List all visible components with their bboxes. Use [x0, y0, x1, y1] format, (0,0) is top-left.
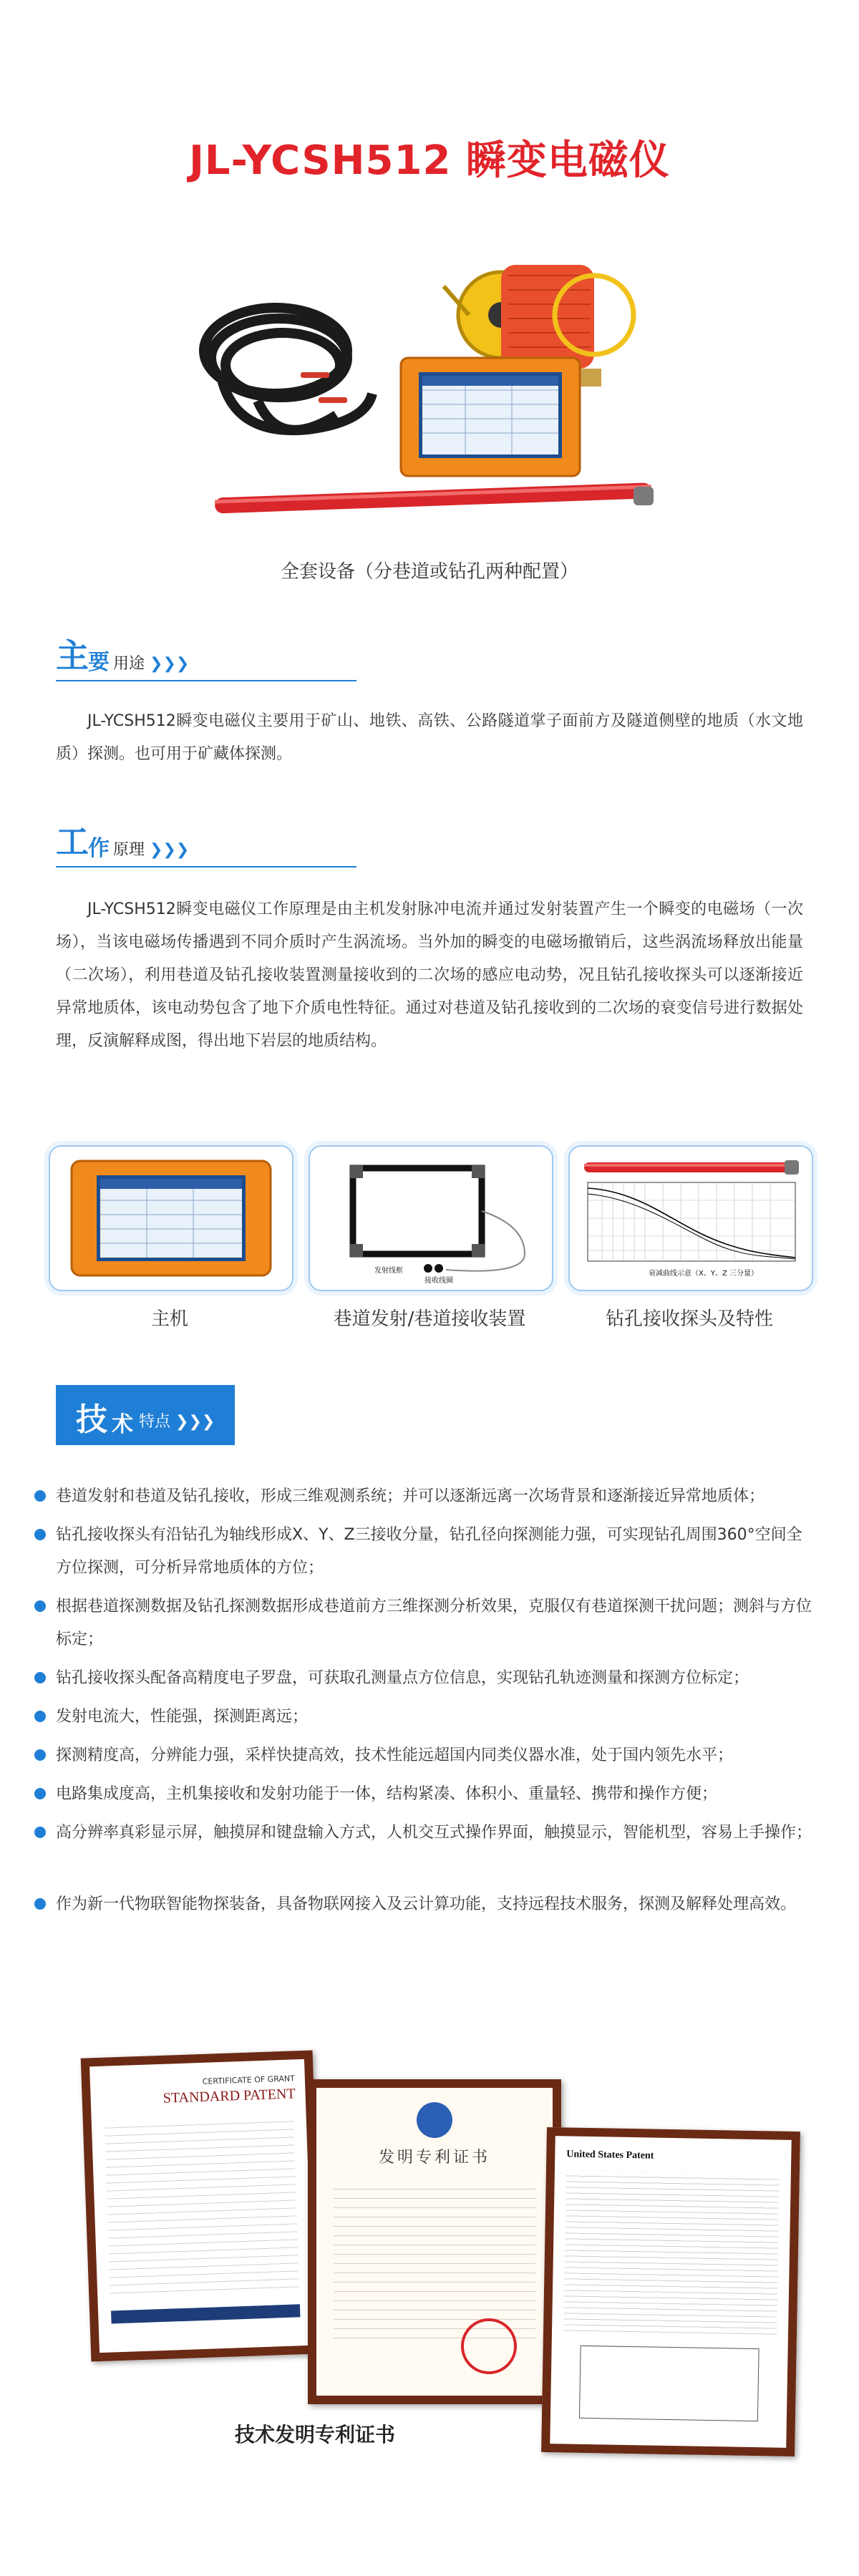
- cert-us-title: United States Patent: [566, 2149, 654, 2162]
- feature-item: 电路集成度高，主机集接收和发射功能于一体，结构紧凑、体积小、重量轻、携带和操作方便；: [56, 1778, 815, 1811]
- cert-us-body: [563, 2170, 780, 2338]
- feature-item: 作为新一代物联智能物探装备，具备物联网接入及云计算功能，支持远程技术服务，探测及解释处理高效。: [56, 1888, 815, 1921]
- purpose-text: JL-YCSH512瞬变电磁仪主要用于矿山、地铁、高铁、公路隧道掌子面前方及隧道侧壁的地质（水文地质）探测。也可用于矿藏体探测。: [56, 712, 803, 763]
- certificate-au: [81, 2050, 324, 2361]
- certificate-us: [541, 2127, 800, 2456]
- page-title: JL-YCSH512 瞬变电磁仪: [189, 137, 670, 184]
- feature-item: 根据巷道探测数据及钻孔探测数据形成巷道前方三维探测分析效果，克服仅有巷道探测干扰问题；测斜与方位标定；: [56, 1590, 815, 1656]
- section-char-1: 技: [76, 1401, 107, 1438]
- gallery-label-roadway: 巷道发射/巷道接收装置: [333, 1308, 526, 1330]
- section-label: 原理 ❯❯❯: [113, 841, 190, 859]
- section-char-2: 要: [88, 650, 110, 675]
- certificates-caption: 技术发明专利证书: [234, 2423, 395, 2446]
- product-hero-image: [193, 236, 666, 537]
- gallery-tile-probe: [568, 1145, 813, 1291]
- feature-item: 巷道发射和巷道及钻孔接收，形成三维观测系统；并可以逐渐远离一次场背景和逐渐接近异常地质体；: [56, 1480, 815, 1513]
- feature-item: 探测精度高，分辨能力强，采样快捷高效，技术性能远超国内同类仪器水准，处于国内领先水平；: [56, 1739, 815, 1772]
- section-underline: [56, 680, 356, 681]
- cert-cn-seal: [461, 2318, 517, 2374]
- cert-cn-emblem: [417, 2102, 452, 2138]
- section-label: 特点 ❯❯❯: [139, 1413, 215, 1431]
- cert-us-figure: [579, 2346, 759, 2421]
- section-char-1: 工: [56, 822, 89, 861]
- features-tag: [56, 1385, 235, 1445]
- cert-cn-title: 发明专利证书: [378, 2149, 490, 2167]
- section-char-2: 术: [112, 1412, 133, 1437]
- section-char-1: 主: [56, 636, 89, 675]
- section-char-2: 作: [88, 836, 110, 861]
- feature-item: 高分辨率真彩显示屏，触摸屏和键盘输入方式，人机交互式操作界面，触摸显示，智能机型，容易上手操作；: [56, 1817, 815, 1850]
- cert-au-title: STANDARD PATENT: [162, 2086, 296, 2106]
- section-header-principle: [56, 816, 356, 866]
- gallery-tile-roadway: [309, 1145, 553, 1291]
- cert-au-footer: [111, 2304, 300, 2323]
- hero-caption: 全套设备（分巷道或钻孔两种配置）: [280, 561, 578, 583]
- section-label: 用途 ❯❯❯: [113, 655, 190, 673]
- feature-item: 发射电流大，性能强，探测距离远；: [56, 1701, 815, 1734]
- feature-item: 钻孔接收探头配备高精度电子罗盘，可获取孔测量点方位信息，实现钻孔轨迹测量和探测方位标定；: [56, 1662, 815, 1695]
- gallery-label-host: 主机: [150, 1308, 188, 1330]
- chart-caption: 衰减曲线示意（X、Y、Z 三分量）: [649, 1270, 758, 1278]
- diagram-label-rx: 接收线圈: [424, 1277, 453, 1285]
- gallery-tile-host: [49, 1145, 293, 1291]
- certificate-cn: [308, 2079, 561, 2404]
- principle-text: JL-YCSH512瞬变电磁仪工作原理是由主机发射脉冲电流并通过发射装置产生一个瞬变的电磁场（一次场），当该电磁场传播遇到不同介质时产生涡流场。当外加的瞬变的电磁场撤销后，这些涡流场释放出能量（二次场），利用巷道及钻孔接收装置测量接收到的二次场的感应电动势，况且钻孔接收探头可以逐渐接近异常地质体，该电动势包含了地下介质电性特征。通过对巷道及钻孔接收到的二次场的衰变信号进行数据处理，反演解释成图，得出地下岩层的地质结构。: [56, 900, 803, 1050]
- feature-item: 钻孔接收探头有沿钻孔为轴线形成X、Y、Z三接收分量，钻孔径向探测能力强，可实现钻孔周围360°空间全方位探测，可分析异常地质体的方位；: [56, 1519, 815, 1585]
- gallery-label-probe: 钻孔接收探头及特性: [605, 1308, 773, 1330]
- cert-au-body: [105, 2114, 300, 2299]
- diagram-label-tx: 发射线框: [374, 1267, 403, 1275]
- cert-cn-body: [334, 2180, 535, 2345]
- section-header-purpose: [56, 630, 356, 680]
- section-underline: [56, 866, 356, 867]
- cert-au-sub: CERTIFICATE OF GRANT: [202, 2074, 296, 2086]
